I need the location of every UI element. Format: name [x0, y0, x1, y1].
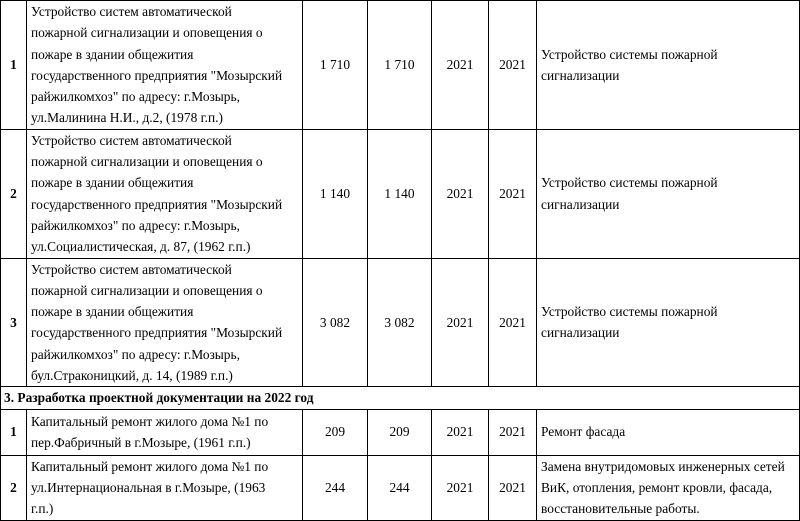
year-end: 2021 — [489, 455, 537, 520]
cost-total: 1 140 — [303, 129, 368, 258]
work-note: Устройство системы пожарной сигнализации — [537, 258, 800, 387]
cost-year: 1 710 — [368, 1, 432, 130]
year-start: 2021 — [432, 455, 489, 520]
row-number: 2 — [1, 129, 27, 258]
cost-year: 209 — [368, 409, 432, 455]
work-name: Устройство систем автоматической пожарной сигнализации и оповещения о пожаре в здании общежития государственного предприятия "Мозырский райжилкомхоз" по адресу: г.Мозырь, ул.Малинина Н.И., д.2, (1978 г.п.) — [27, 1, 303, 130]
year-end: 2021 — [489, 129, 537, 258]
work-name: Устройство систем автоматической пожарной сигнализации и оповещения о пожаре в здании общежития государственного предприятия "Мозырский райжилкомхоз" по адресу: г.Мозырь, бул.Страконицкий, д. 14, (1989 г.п.) — [27, 258, 303, 387]
year-start: 2021 — [432, 258, 489, 387]
cost-total: 1 710 — [303, 1, 368, 130]
work-note: Замена внутридомовых инженерных сетей ВиК, отопления, ремонт кровли, фасада, восстановительные работы. — [537, 455, 800, 520]
section-header-row — [1, 387, 800, 409]
work-note: Устройство системы пожарной сигнализации — [537, 1, 800, 130]
table-row — [1, 1, 800, 130]
row-number: 2 — [1, 455, 27, 520]
work-name: Капитальный ремонт жилого дома №1 по пер.Фабричный в г.Мозыре, (1961 г.п.) — [27, 409, 303, 455]
work-note: Устройство системы пожарной сигнализации — [537, 129, 800, 258]
year-end: 2021 — [489, 409, 537, 455]
year-end: 2021 — [489, 258, 537, 387]
table-row — [1, 129, 800, 258]
cost-total: 3 082 — [303, 258, 368, 387]
cost-total: 209 — [303, 409, 368, 455]
work-name: Капитальный ремонт жилого дома №1 по ул.Интернациональная в г.Мозыре, (1963 г.п.) — [27, 455, 303, 520]
table-row — [1, 409, 800, 455]
row-number: 1 — [1, 409, 27, 455]
table-row — [1, 258, 800, 387]
year-end: 2021 — [489, 1, 537, 130]
row-number: 3 — [1, 258, 27, 387]
section-title: 3. Разработка проектной документации на 2022 год — [1, 387, 800, 409]
table-row — [1, 455, 800, 520]
cost-total: 244 — [303, 455, 368, 520]
year-start: 2021 — [432, 129, 489, 258]
work-name: Устройство систем автоматической пожарной сигнализации и оповещения о пожаре в здании общежития государственного предприятия "Мозырский райжилкомхоз" по адресу: г.Мозырь, ул.Социалистическая, д. 87, (1962 г.п.) — [27, 129, 303, 258]
cost-year: 244 — [368, 455, 432, 520]
work-note: Ремонт фасада — [537, 409, 800, 455]
year-start: 2021 — [432, 409, 489, 455]
cost-year: 3 082 — [368, 258, 432, 387]
cost-year: 1 140 — [368, 129, 432, 258]
row-number: 1 — [1, 1, 27, 130]
year-start: 2021 — [432, 1, 489, 130]
